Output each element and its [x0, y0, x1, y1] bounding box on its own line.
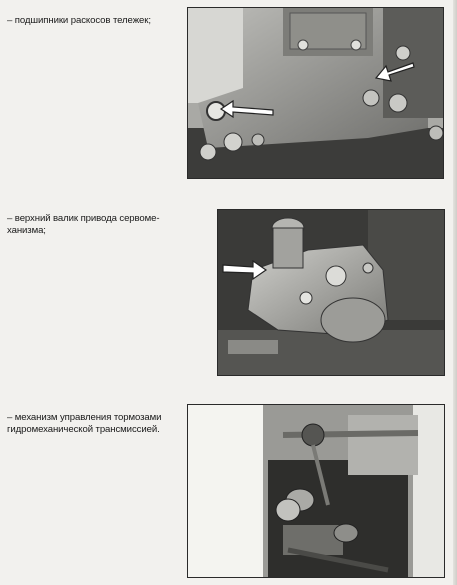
bogie-brace-bearing-photo-icon [188, 8, 443, 178]
item-1-photo [187, 7, 444, 179]
item-3-photo [187, 404, 445, 578]
item-3-text [7, 412, 185, 436]
page-edge [453, 0, 457, 585]
item-3-line-1: – механизм управления тормозами [7, 412, 162, 423]
item-2-line-1: – верхний валик привода сервоме- [7, 213, 160, 224]
item-2-text [7, 213, 185, 237]
brake-control-mechanism-photo-icon [188, 405, 444, 577]
item-2-photo [217, 209, 445, 376]
item-2-line-2: ханизма; [7, 225, 46, 236]
item-1-line-1: – подшипники раскосов тележек; [7, 15, 151, 26]
servo-drive-shaft-photo-icon [218, 210, 444, 375]
item-1-text [7, 15, 185, 27]
item-3-line-2: гидромеханической трансмиссией. [7, 424, 160, 435]
